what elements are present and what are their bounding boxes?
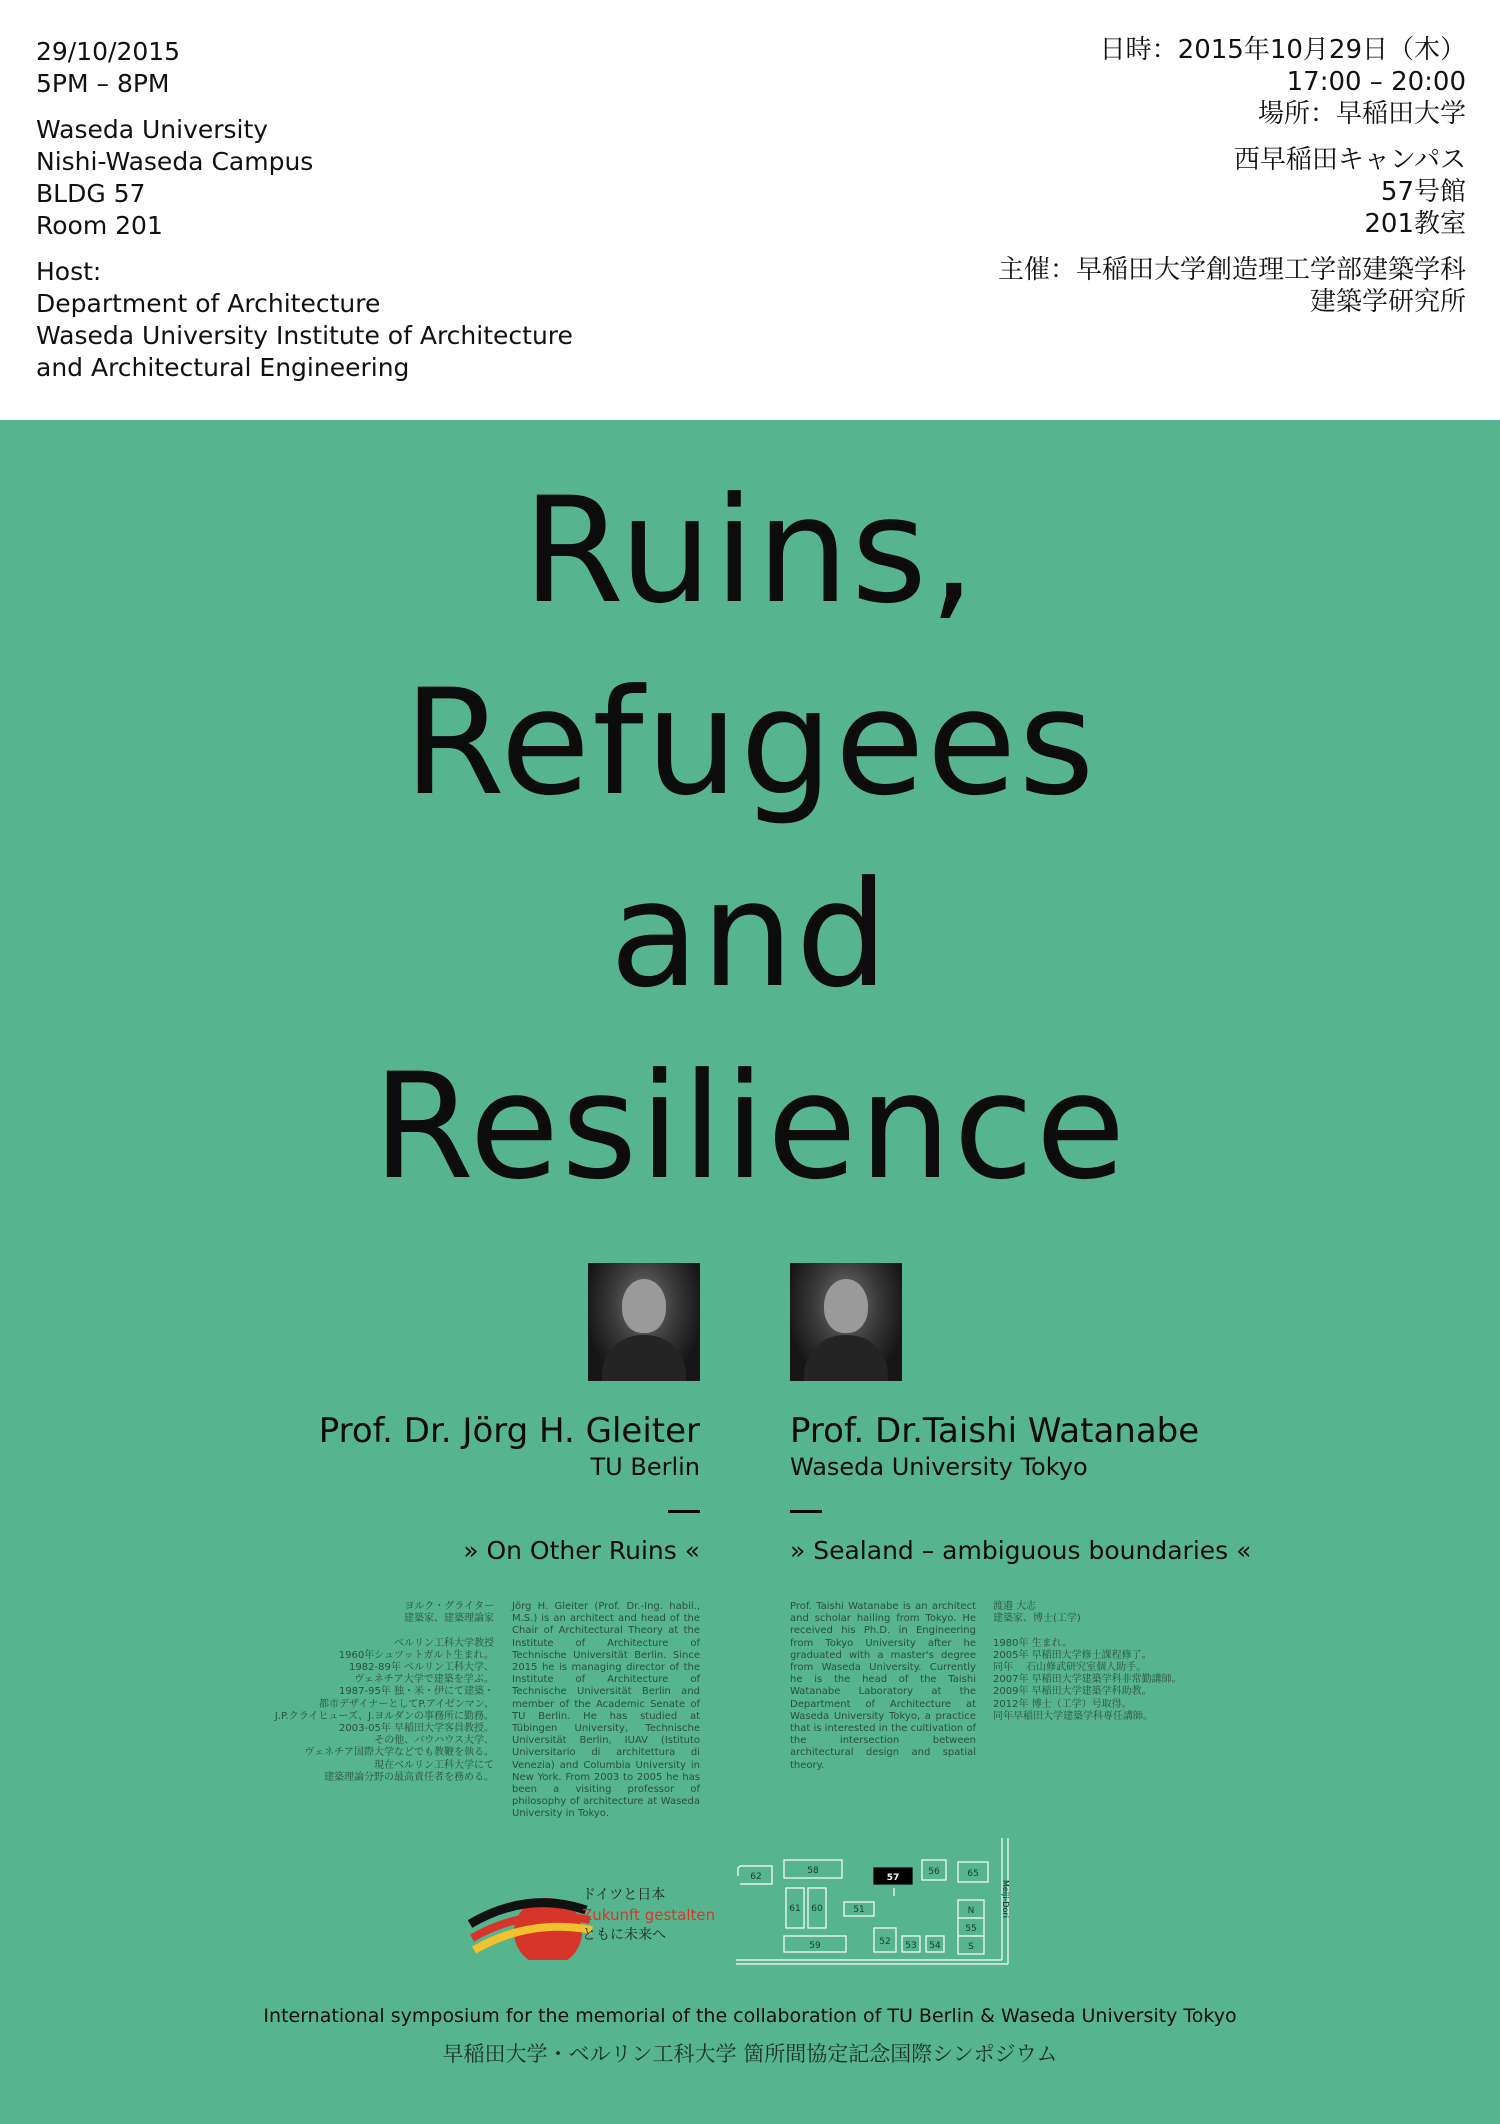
bio-line: 同年 石山修武研究室個人助手。: [993, 1662, 1147, 1674]
bio-english-gleiter: Jörg H. Gleiter (Prof. Dr.-Ing. habil., M.S.) is an architect and head of the Chair of Architectural Theory at the Institute of Architecture of Technische Universität Berlin. Since 2015 he is managing director of the Institute of Architecture of Technische Universität Berlin and member of the Academic Senate of TU Berlin. He has studied at Tübingen University, Technische Universität Berlin, IUAV (Istituto Universitario di architettura di Venezia) and Columbia University in New York. From 2003 to 2005 he has been a visiting professor of philosophy of architecture at Waseda University in Tokyo.: [512, 1601, 700, 1820]
bio-line: 同年早稲田大学建築学科専任講師。: [993, 1710, 1153, 1722]
venue-line: Waseda University: [36, 115, 269, 144]
bio-japanese-gleiter: [250, 1601, 494, 1784]
map-label: 52: [879, 1937, 891, 1947]
divider-dash: [668, 1510, 700, 1513]
portrait-body: [602, 1335, 686, 1381]
logo-line: Zukunft gestalten: [582, 1906, 716, 1924]
jp-host-line: 建築学研究所: [1309, 287, 1466, 317]
bio-line: 渡邉 大志: [993, 1601, 1037, 1612]
host-line: and Architectural Engineering: [36, 353, 410, 382]
map-label: 60: [811, 1904, 823, 1914]
logo-line: ドイツと日本: [582, 1887, 666, 1903]
bio-line: その他、バウハウス大学、: [374, 1735, 494, 1747]
map-label: 56: [928, 1867, 940, 1877]
map-label: 54: [929, 1941, 941, 1951]
logo-line: ともに未来へ: [582, 1927, 666, 1943]
bio-japanese-watanabe: [993, 1601, 1233, 1723]
bio-line: 建築家、博士(工学): [993, 1613, 1081, 1625]
speaker-photo-watanabe: [790, 1263, 902, 1381]
jp-date-time-block: [766, 34, 1466, 130]
jp-venue-line: 57号館: [1380, 177, 1466, 207]
bio-line: 現在ベルリン工科大学にて: [374, 1759, 494, 1771]
footer-english: International symposium for the memorial of the collaboration of TU Berlin & Waseda University Tokyo: [263, 2005, 1237, 2027]
map-label: 51: [853, 1905, 865, 1915]
portrait-body: [804, 1335, 888, 1381]
map-label: 59: [809, 1941, 821, 1951]
event-date: 29/10/2015: [36, 37, 181, 66]
bio-line: 建築家、建築理論家: [404, 1613, 494, 1625]
map-label: 53: [905, 1941, 917, 1951]
bio-line: 2009年 早稲田大学建築学科助教。: [993, 1686, 1152, 1698]
map-label: 62: [750, 1872, 762, 1882]
event-info-english: [36, 36, 636, 398]
footer-japanese: 早稲田大学・ベルリン工科大学 箇所間協定記念国際シンポジウム: [442, 2042, 1058, 2066]
speaker-photo-gleiter: [588, 1263, 700, 1381]
event-time: 5PM – 8PM: [36, 69, 170, 98]
bio-line: [993, 1625, 1233, 1637]
venue-line: Room 201: [36, 211, 163, 240]
speaker-affiliation: TU Berlin: [590, 1453, 700, 1481]
speaker-name: Prof. Dr.Taishi Watanabe: [790, 1411, 1200, 1451]
bio-line: [250, 1625, 494, 1637]
portrait-head: [824, 1279, 868, 1333]
jp-venue-line: 201教室: [1364, 209, 1466, 239]
bio-line: 2012年 博士（工学）号取得。: [993, 1698, 1132, 1710]
speaker-gleiter: [319, 1410, 700, 1567]
map-label: N: [967, 1906, 975, 1916]
talk-title: » On Other Ruins «: [463, 1536, 700, 1565]
event-info-header: [0, 0, 1500, 420]
title-line: Ruins,: [522, 466, 978, 636]
speaker-watanabe: [790, 1410, 1251, 1567]
map-label: 65: [967, 1869, 979, 1879]
jp-host-line: 主催：早稲田大学創造理工学部建築学科: [997, 255, 1466, 285]
host-line: Host:: [36, 257, 102, 286]
bio-line: 1987-95年 独・米・伊にて建築・: [339, 1686, 494, 1698]
bio-line: 1982-89年 ベルリン工科大学、: [349, 1662, 494, 1674]
bio-english-watanabe: Prof. Taishi Watanabe is an architect and scholar hailing from Tokyo. He received his Ph.D. in Engineering from Tokyo University after he graduated with a master's degree from Waseda University. Currently he is the head of the Taishi Watanabe Laboratory at the Department of Architecture at Waseda University Tokyo, a practice that is interested in the cultivation of the intersection between architectural design and spatial theory.: [790, 1601, 976, 1771]
venue-block: [36, 114, 636, 242]
title-line: and: [609, 850, 891, 1020]
jp-host-block: [766, 254, 1466, 318]
talk-title: » Sealand – ambiguous boundaries «: [790, 1536, 1252, 1565]
host-line: Department of Architecture: [36, 289, 381, 318]
map-label: 58: [807, 1866, 819, 1876]
venue-line: BLDG 57: [36, 179, 146, 208]
jp-datetime-line: 17:00 – 20:00: [1286, 67, 1466, 97]
poster-title: [0, 455, 1500, 1223]
venue-line: Nishi-Waseda Campus: [36, 147, 314, 176]
bio-line: J.P.クライヒューズ、J.ヨルダンの事務所に勤務。: [274, 1710, 494, 1722]
bio-line: 1980年 生まれ。: [993, 1637, 1073, 1649]
jp-datetime-line: 場所：早稲田大学: [1257, 99, 1466, 129]
jp-venue-block: [766, 144, 1466, 240]
jp-venue-line: 西早稲田キャンパス: [1233, 145, 1466, 175]
jp-datetime-line: 日時：2015年10月29日（木）: [1099, 35, 1466, 65]
host-block: [36, 256, 636, 384]
date-time-block: [36, 36, 636, 100]
bio-line: 1960年シュツットガルト生まれ。: [338, 1649, 494, 1661]
map-label: 55: [965, 1924, 977, 1934]
bio-line: ヴェネチア国際大学などでも教鞭を執る。: [304, 1747, 494, 1759]
portrait-head: [622, 1279, 666, 1333]
event-info-japanese: [766, 34, 1466, 332]
bio-line: ヨルク・グライター: [404, 1601, 494, 1612]
map-label: 61: [789, 1904, 801, 1914]
map-road-label: Meiji-Dori: [1001, 1880, 1010, 1918]
bio-line: 2007年 早稲田大学建築学科非常勤講師。: [993, 1674, 1182, 1686]
bio-line: 都市デザイナーとしてP.アイゼンマン、: [319, 1698, 494, 1710]
speaker-name: Prof. Dr. Jörg H. Gleiter: [318, 1411, 700, 1451]
speaker-affiliation: Waseda University Tokyo: [790, 1453, 1088, 1481]
logo-wordmark: [582, 1885, 715, 1945]
bio-line: 2003-05年 早稲田大学客員教授。: [339, 1723, 494, 1735]
bio-line: ベルリン工科大学教授: [394, 1637, 494, 1649]
title-line: Refugees: [403, 658, 1097, 828]
bio-line: ヴェネチア大学で建築を学ぶ。: [354, 1674, 494, 1686]
divider-dash: [790, 1510, 822, 1513]
map-label: S: [968, 1942, 974, 1952]
campus-map: [736, 1838, 1018, 1968]
host-line: Waseda University Institute of Architecture: [36, 321, 573, 350]
map-label: 57: [886, 1873, 900, 1883]
bio-line: 建築理論分野の最高責任者を務める。: [324, 1771, 494, 1783]
title-line: Resilience: [372, 1042, 1128, 1212]
bio-line: 2005年 早稲田大学修士課程修了。: [993, 1649, 1152, 1661]
